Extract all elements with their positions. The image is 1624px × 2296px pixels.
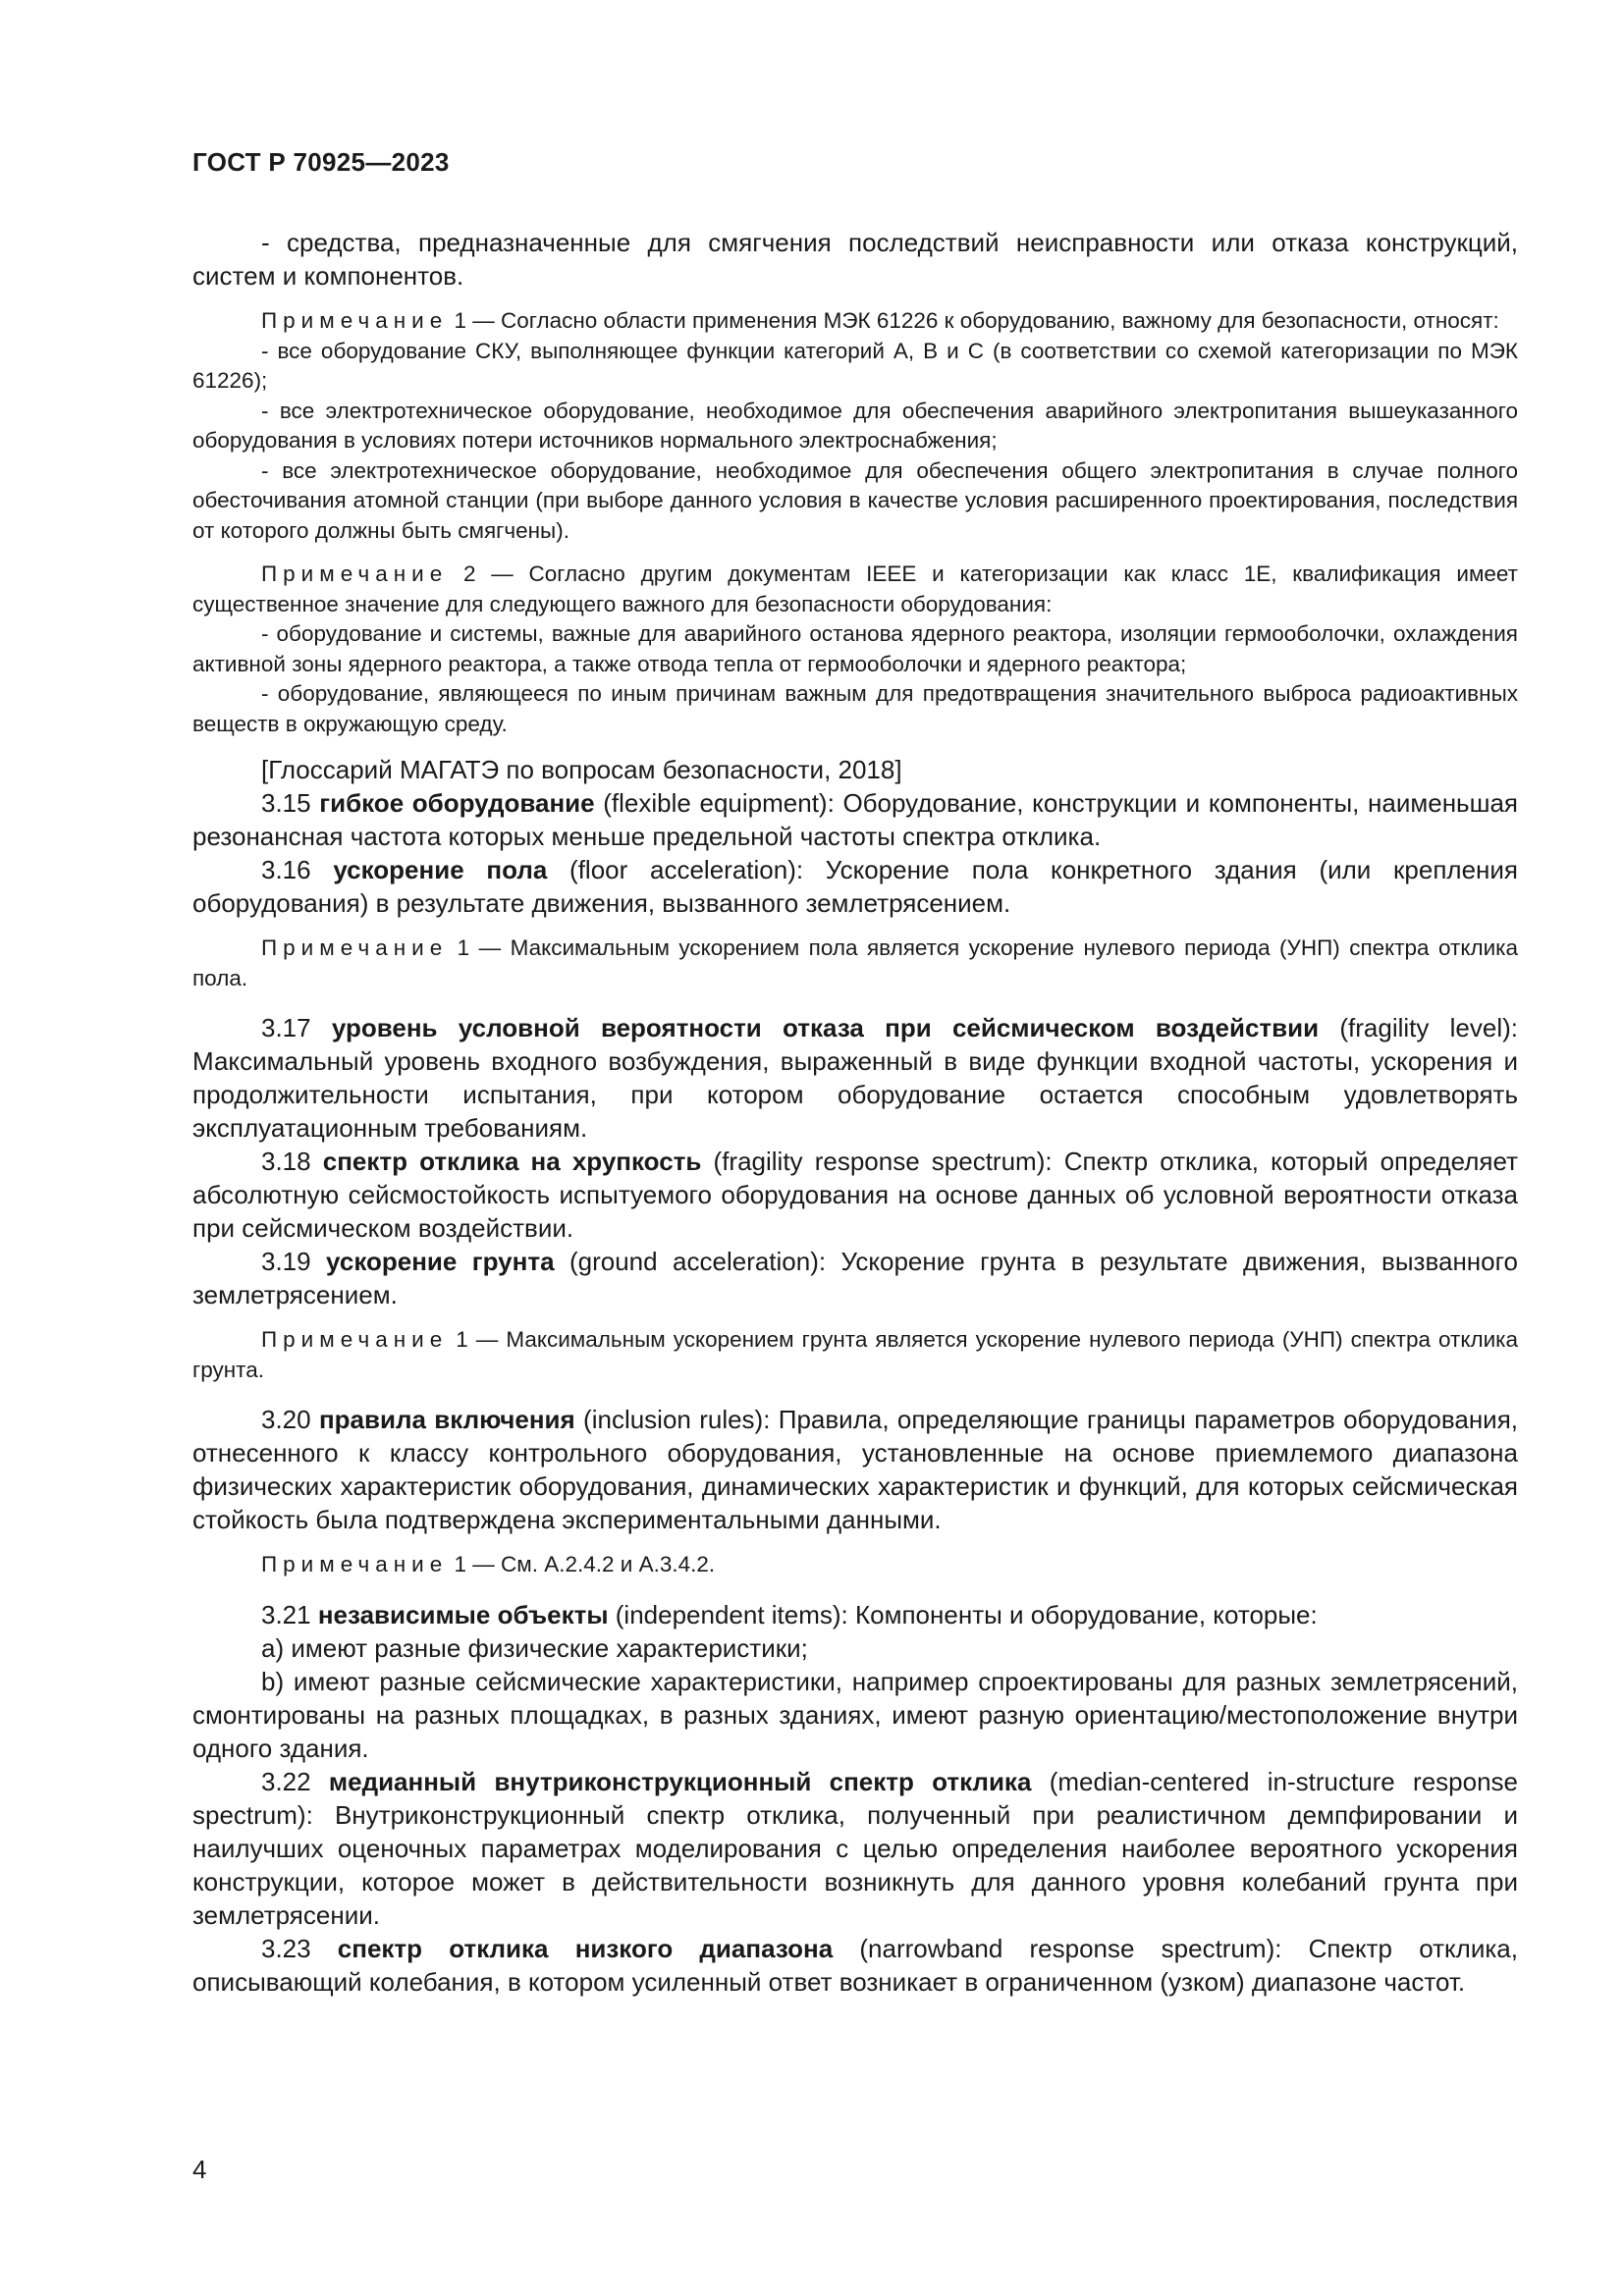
page-number: 4 <box>192 2155 207 2184</box>
note-3 <box>192 934 1518 993</box>
note-label: Примечание <box>261 308 449 333</box>
definition-term: независимые объекты <box>317 1599 609 1629</box>
note-text: 1 — Максимальным ускорением грунта является ускорение нулевого периода (УНП) спектра отклика грунта. <box>192 1327 1518 1382</box>
note-text: 2 — Согласно другим документам IEEE и категоризации как класс 1Е, квалификация имеет существенное значение для следующего важного для безопасности оборудования: <box>192 561 1518 616</box>
definition-text: (fragility response spectrum): Спектр отклика, который определяет абсолютную сейсмостойкость испытуемого оборудования на основе данных об условной вероятности отказа при сейсмическом воздействии. <box>192 1147 1518 1243</box>
definition-term: уровень условной вероятности отказа при сейсмическом воздействии <box>331 1013 1320 1042</box>
definition-text: (ground acceleration): Ускорение грунта в результате движения, вызванного землетрясением. <box>192 1247 1518 1309</box>
source-reference: [Глоссарий МАГАТЭ по вопросам безопасности, 2018] <box>261 755 902 784</box>
note-5 <box>192 1550 1518 1580</box>
definition-term: правила включения <box>318 1405 575 1434</box>
list-item: - средства, предназначенные для смягчения последствий неисправности или отказа конструкций, систем и компонентов. <box>192 228 1518 291</box>
definition-term: спектр отклика на хрупкость <box>322 1147 702 1176</box>
definition-number: 3.16 <box>261 855 334 884</box>
definition-3-19 <box>192 1245 1518 1311</box>
definition-text: (narrowband response spectrum): Спектр отклика, описывающий колебания, в котором усиленный ответ возникает в ограниченном (узком) диапазоне частот. <box>192 1933 1518 1997</box>
definition-text: (independent items): Компоненты и оборудование, которые: <box>608 1599 1318 1629</box>
note-label: Примечание <box>261 561 449 586</box>
definition-3-21 <box>192 1598 1518 1631</box>
definition-text: (inclusion rules): Правила, определяющие границы параметров оборудования, отнесенного к классу контрольного оборудования, установленные на основе приемлемого диапазона физических характеристик оборудования, динамических характеристик и функций, для которых сейсмическая стойкость была подтверждена экспериментальными данными. <box>192 1405 1519 1534</box>
note-2 <box>192 560 1518 739</box>
note-1 <box>192 306 1518 546</box>
definition-term: медианный внутриконструкционный спектр отклика <box>328 1766 1032 1796</box>
definition-term: гибкое оборудование <box>319 788 595 818</box>
definition-number: 3.20 <box>261 1405 319 1434</box>
definition-term: ускорение пола <box>333 855 548 884</box>
definition-3-17 <box>192 1011 1518 1145</box>
definition-number: 3.21 <box>261 1599 318 1629</box>
note-label: Примечание <box>261 1327 449 1352</box>
note-text: 1 — Максимальным ускорением пола является ускорение нулевого периода (УНП) спектра отклика пола. <box>192 935 1518 990</box>
note-text: 1 — Согласно области применения МЭК 61226 к оборудованию, важному для безопасности, относят: <box>448 308 1499 333</box>
definition-text: (floor acceleration): Ускорение пола конкретного здания (или крепления оборудования) в результате движения, вызванного землетрясением. <box>192 855 1519 918</box>
definition-number: 3.17 <box>261 1013 332 1042</box>
list-item: а) имеют разные физические характеристики; <box>261 1632 808 1663</box>
definition-number: 3.22 <box>261 1766 329 1796</box>
note-item: - оборудование и системы, важные для аварийного останова ядерного реактора, изоляции гермооболочки, охлаждения активной зоны ядерного реактора, а также отвода тепла от гермооболочки и ядерного реактора; <box>192 621 1518 676</box>
definition-term: спектр отклика низкого диапазона <box>337 1933 834 1963</box>
definition-number: 3.18 <box>261 1147 323 1176</box>
page-body <box>192 226 1518 1999</box>
note-item: - все оборудование СКУ, выполняющее функции категорий А, В и С (в соответствии со схемой категоризации по МЭК 61226); <box>192 338 1518 393</box>
note-item: - все электротехническое оборудование, необходимое для обеспечения аварийного электропитания вышеуказанного оборудования в условиях потери источников нормального электроснабжения; <box>192 398 1518 453</box>
note-4 <box>192 1325 1518 1385</box>
definition-text: (median-centered in-structure response spectrum): Внутриконструкционный спектр отклика, полученный при реалистичном демпфировании и наилучших оценочных параметрах моделирования с целью определения наиболее вероятного ускорения конструкции, которое может в действительности возникнуть для данного уровня колебаний грунта при землетрясении. <box>192 1766 1518 1930</box>
definition-3-15 <box>192 786 1518 853</box>
definition-3-20 <box>192 1403 1518 1536</box>
definition-text: (fragility level): Максимальный уровень входного возбуждения, выраженный в виде функции входной частоты, ускорения и продолжительности испытания, при котором оборудование остается способным удовлетворять эксплуатационным требованиям. <box>192 1013 1519 1143</box>
document-header: ГОСТ Р 70925—2023 <box>192 147 450 177</box>
definition-number: 3.15 <box>261 788 320 818</box>
definition-3-18 <box>192 1145 1518 1245</box>
note-label: Примечание <box>261 1552 449 1576</box>
definition-text: (flexible equipment): Оборудование, конструкции и компоненты, наименьшая резонансная частота которых меньше предельной частоты спектра отклика. <box>192 788 1519 851</box>
list-item: b) имеют разные сейсмические характеристики, например спроектированы для разных землетрясений, смонтированы на разных площадках, в разных зданиях, имеют разную ориентацию/местоположение внутри одного здания. <box>192 1666 1518 1763</box>
definition-3-16 <box>192 853 1518 920</box>
definition-3-22 <box>192 1765 1518 1932</box>
definition-3-23 <box>192 1932 1518 1999</box>
definition-number: 3.19 <box>261 1247 327 1276</box>
note-label: Примечание <box>261 935 449 960</box>
note-text: 1 — См. А.2.4.2 и А.3.4.2. <box>448 1552 716 1576</box>
note-item: - оборудование, являющееся по иным причинам важным для предотвращения значительного выброса радиоактивных веществ в окружающую среду. <box>192 681 1518 736</box>
note-item: - все электротехническое оборудование, необходимое для обеспечения общего электропитания в случае полного обесточивания атомной станции (при выборе данного условия в качестве условия расширенного проектирования, последствия от которого должны быть смягчены). <box>192 457 1518 543</box>
definition-number: 3.23 <box>261 1933 338 1963</box>
definition-term: ускорение грунта <box>326 1247 555 1276</box>
